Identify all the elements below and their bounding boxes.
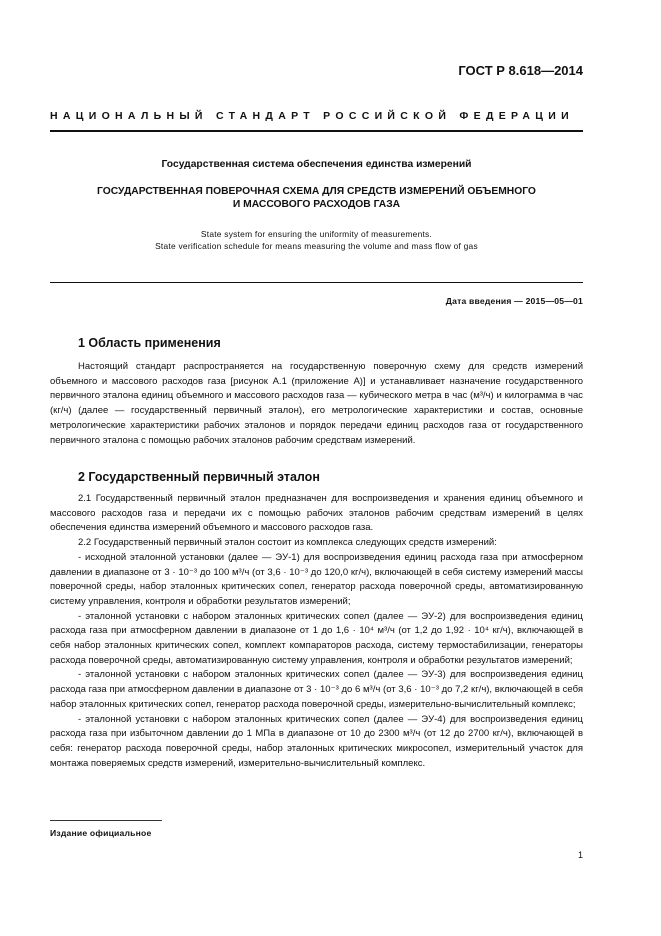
paragraph-2-1: 2.1 Государственный первичный эталон предназначен для воспроизведения и хранения единиц объемного и массового расходов газа и передачи их с помощью рабочих эталонов рабочим средствам измерений в целях обеспечения единства измерений объемного и массового расходов газа. bbox=[50, 493, 583, 534]
section-1-heading: 1 Область применения bbox=[78, 336, 221, 350]
official-edition-label: Издание официальное bbox=[50, 828, 152, 838]
page-number: 1 bbox=[577, 850, 583, 860]
english-title bbox=[50, 229, 583, 252]
system-name: Государственная система обеспечения единства измерений bbox=[161, 159, 472, 170]
title-divider bbox=[50, 282, 583, 283]
section-1-body bbox=[50, 360, 583, 448]
national-standard-banner: НАЦИОНАЛЬНЫЙ СТАНДАРТ РОССИЙСКОЙ ФЕДЕРАЦИИ bbox=[50, 110, 574, 122]
list-item-eu1: - исходной эталонной установки (далее — ЭУ-1) для воспроизведения единиц расхода газа при атмосферном давлении в диапазоне от 3 · 10⁻³ до 100 м³/ч (от 3,6 · 10⁻³ до 120,0 кг/ч), включающей в себя систему измерений массы поверочной среды, набор эталонных критических сопел, генератор расхода поверочной среды, автоматизированную систему управления, контроля и обработки результатов измерений; bbox=[50, 551, 583, 607]
english-title-line-1: State system for ensuring the uniformity of measurements. bbox=[200, 229, 433, 239]
header-divider bbox=[50, 130, 583, 132]
section-1-paragraph: Настоящий стандарт распространяется на государственную поверочную схему для средств измерений объемного и массового расходов газа [рисунок А.1 (приложение А)] и устанавливает назначение государственного первичного эталона единиц объемного и массового расходов газа — кубического метра в час (м³/ч) и килограмма в час (кг/ч) (далее — государственный первичный эталон), его метрологические характеристики и состав, основные метрологические характеристики рабочих эталонов и порядок передачи единиц расходов газа от государственного первичного эталона с помощью рабочих эталонов рабочим средствам измерений. bbox=[50, 361, 583, 446]
standard-code: ГОСТ Р 8.618—2014 bbox=[458, 63, 583, 78]
list-item-eu4: - эталонной установки с набором эталонных критических сопел (далее — ЭУ-4) для воспроизведения единиц расхода газа при избыточном давлении до 1 МПа в диапазоне от 10 до 2300 м³/ч (от 12 до 2700 кг/ч), включающей в себя: генератор расхода поверочной среды, набор эталонных критических микросопел, измерительный участок для монтажа поверяемых средств измерений, измерительно-вычислительный комплекс. bbox=[50, 713, 583, 769]
section-2-body bbox=[50, 492, 583, 771]
paragraph-2-2: 2.2 Государственный первичный эталон состоит из комплекса следующих средств измерений: bbox=[78, 537, 497, 549]
date-introduced: Дата введения — 2015—05—01 bbox=[445, 296, 583, 306]
footer-divider bbox=[50, 820, 162, 821]
english-title-line-2: State verification schedule for means measuring the volume and mass flow of gas bbox=[155, 240, 478, 251]
title-line-1: ГОСУДАРСТВЕННАЯ ПОВЕРОЧНАЯ СХЕМА ДЛЯ СРЕДСТВ ИЗМЕРЕНИЙ ОБЪЕМНОГО bbox=[97, 186, 536, 197]
list-item-eu3: - эталонной установки с набором эталонных критических сопел (далее — ЭУ-3) для воспроизведения единиц расхода газа при атмосферном давлении в диапазоне от 3 · 10⁻³ до 6 м³/ч (от 3,6 · 10⁻³ до 7,2 кг/ч), включающей в себя набор эталонных критических сопел, генератор расхода поверочной среды, измерительно-вычислительный комплекс; bbox=[50, 669, 583, 710]
title-line-2: И МАССОВОГО РАСХОДОВ ГАЗА bbox=[232, 199, 401, 210]
section-2-heading: 2 Государственный первичный эталон bbox=[78, 470, 320, 484]
document-title bbox=[50, 185, 583, 211]
list-item-eu2: - эталонной установки с набором эталонных критических сопел (далее — ЭУ-2) для воспроизведения единиц расхода газа при атмосферном давлении в диапазоне от 1 до 1,6 · 10⁴ м³/ч (от 1,2 до 1,92 · 10⁴ кг/ч), включающей в себя набор эталонных критических сопел, комплект компараторов расхода, систему термостабилизации, генераторы расхода поверочной среды, автоматизированную систему управления, контроля и обработки результатов измерений; bbox=[50, 610, 583, 666]
